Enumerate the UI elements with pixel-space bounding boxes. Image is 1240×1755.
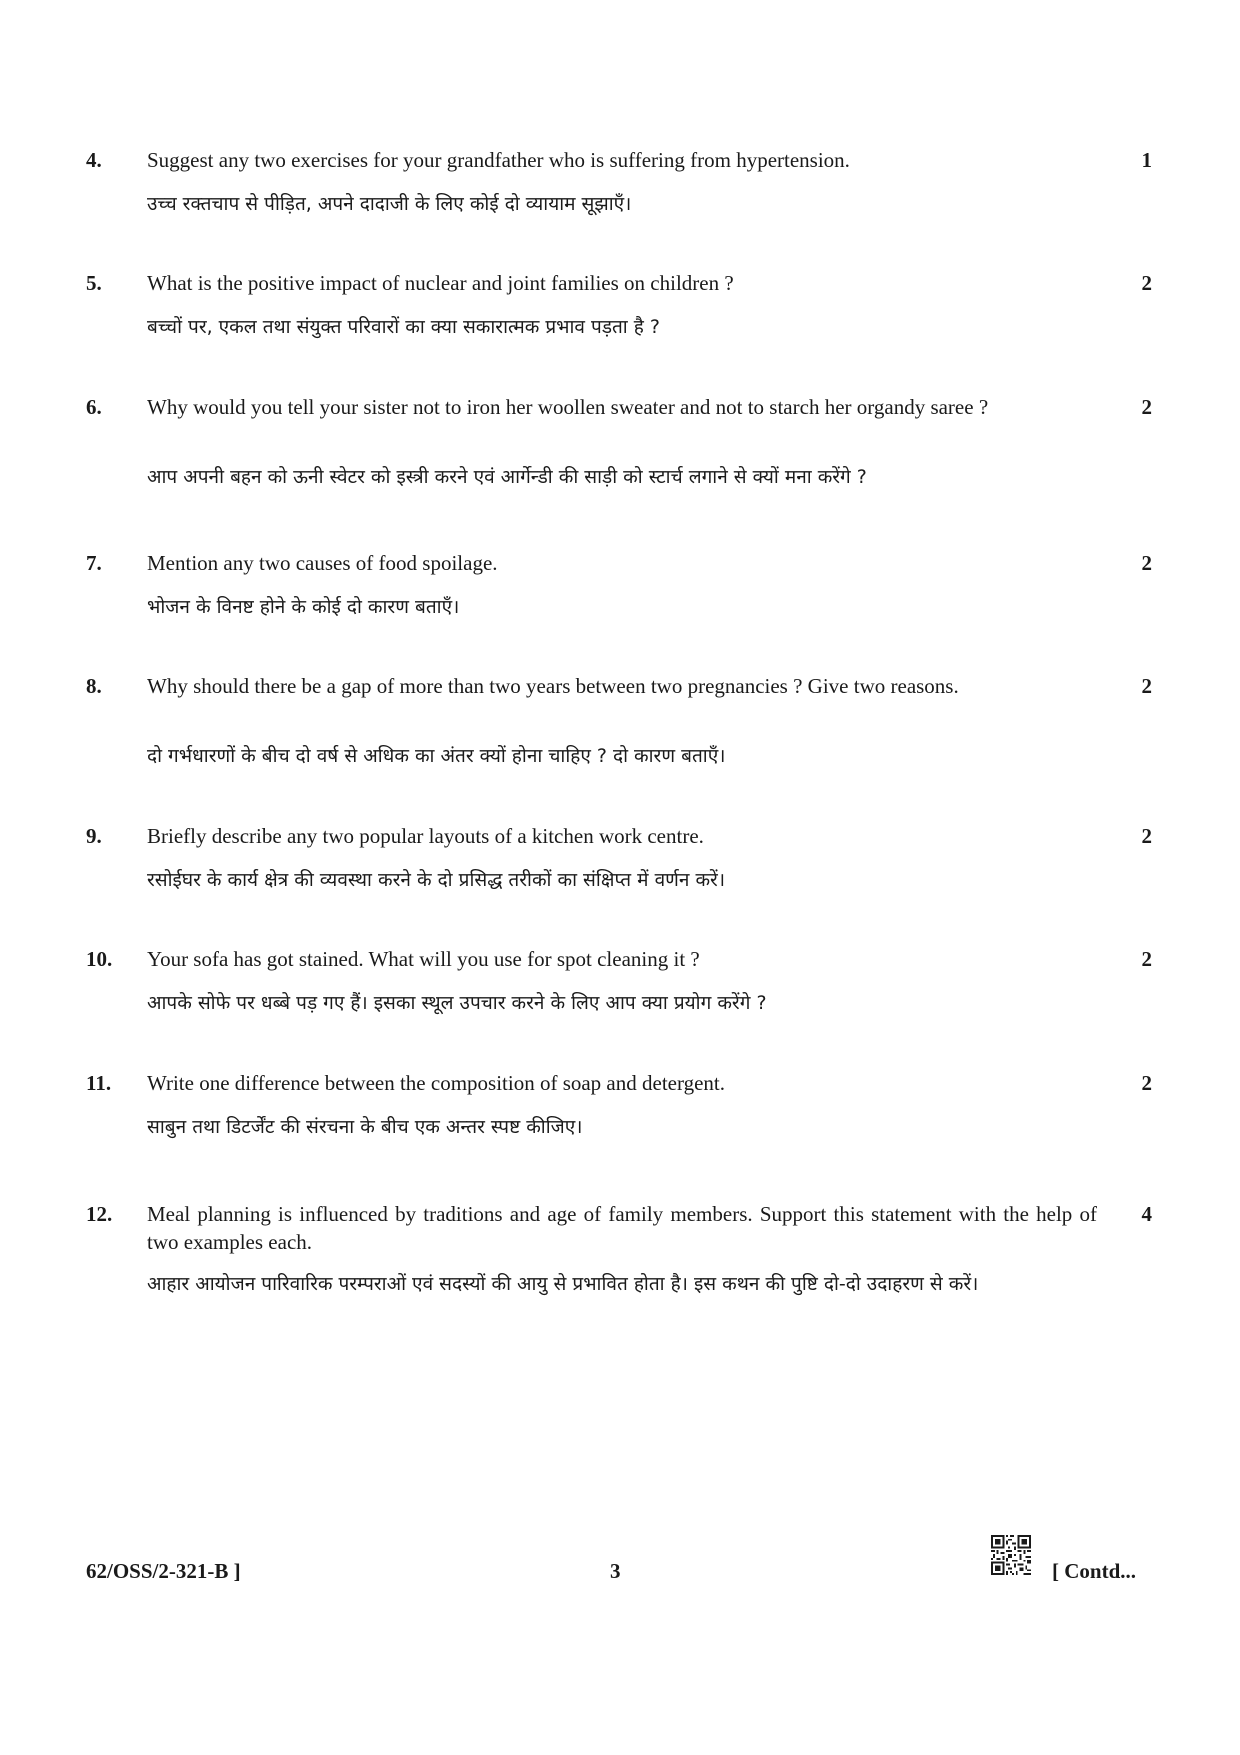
question-marks: 4 <box>1141 1202 1152 1226</box>
question-text-english: Why should there be a gap of more than two years between two pregnancies ? Give two reasons. <box>147 674 959 698</box>
question-marks: 2 <box>1141 674 1152 698</box>
question-text-english: Write one difference between the composition of soap and detergent. <box>147 1071 726 1095</box>
question-number: 7. <box>86 551 102 575</box>
question-text-english: What is the positive impact of nuclear and joint families on children ? <box>147 271 734 295</box>
question-number: 11. <box>86 1071 112 1095</box>
question-text-english: Meal planning is influenced by traditions and age of family members. Support this statement with the help of two examples each. <box>147 1202 1097 1254</box>
question-number: 10. <box>86 947 113 971</box>
question-number: 8. <box>86 674 102 698</box>
question-text-english: Why would you tell your sister not to iron her woollen sweater and not to starch her organdy saree ? <box>147 395 989 419</box>
question-text-hindi: आहार आयोजन पारिवारिक परम्पराओं एवं सदस्यों की आयु से प्रभावित होता है। इस कथन की पुष्टि दो-दो उदाहरण से करें। <box>147 1273 979 1295</box>
question-text-hindi: उच्च रक्तचाप से पीड़ित, अपने दादाजी के लिए कोई दो व्यायाम सूझाएँ। <box>147 193 632 215</box>
question-marks: 2 <box>1141 947 1152 971</box>
question-text-hindi: रसोईघर के कार्य क्षेत्र की व्यवस्था करने के दो प्रसिद्ध तरीकों का संक्षिप्त में वर्णन करें। <box>147 869 726 891</box>
question-text-hindi: आपके सोफे पर धब्बे पड़ गए हैं। इसका स्थूल उपचार करने के लिए आप क्या प्रयोग करेंगे ? <box>147 992 767 1014</box>
question-number: 5. <box>86 271 102 295</box>
question-text-hindi: आप अपनी बहन को ऊनी स्वेटर को इस्त्री करने एवं आर्गेन्डी की साड़ी को स्टार्च लगाने से क्यों मना करेंगे ? <box>147 466 867 488</box>
question-number: 12. <box>86 1202 113 1226</box>
question-text-hindi: बच्चों पर, एकल तथा संयुक्त परिवारों का क्या सकारात्मक प्रभाव पड़ता है ? <box>147 316 660 338</box>
question-marks: 2 <box>1141 271 1152 295</box>
question-text-english: Mention any two causes of food spoilage. <box>147 551 498 575</box>
qr-code-icon <box>991 1535 1031 1575</box>
question-marks: 2 <box>1141 551 1152 575</box>
question-marks: 2 <box>1141 824 1152 848</box>
continued-label: [ Contd... <box>1052 1559 1137 1583</box>
question-text-english: Briefly describe any two popular layouts of a kitchen work centre. <box>147 824 704 848</box>
question-marks: 2 <box>1141 1071 1152 1095</box>
question-text-english: Suggest any two exercises for your grandfather who is suffering from hypertension. <box>147 148 850 172</box>
question-text-hindi: भोजन के विनष्ट होने के कोई दो कारण बताएँ। <box>147 596 460 618</box>
question-number: 6. <box>86 395 102 419</box>
question-text-hindi: दो गर्भधारणों के बीच दो वर्ष से अधिक का अंतर क्यों होना चाहिए ? दो कारण बताएँ। <box>147 745 726 767</box>
question-text-hindi: साबुन तथा डिटर्जेंट की संरचना के बीच एक अन्तर स्पष्ट कीजिए। <box>147 1116 583 1138</box>
question-marks: 2 <box>1141 395 1152 419</box>
question-marks: 1 <box>1141 148 1152 172</box>
page-number: 3 <box>610 1559 621 1583</box>
paper-code: 62/OSS/2-321-B ] <box>86 1559 241 1583</box>
question-number: 9. <box>86 824 102 848</box>
question-text-english: Your sofa has got stained. What will you use for spot cleaning it ? <box>147 947 700 971</box>
question-number: 4. <box>86 148 102 172</box>
